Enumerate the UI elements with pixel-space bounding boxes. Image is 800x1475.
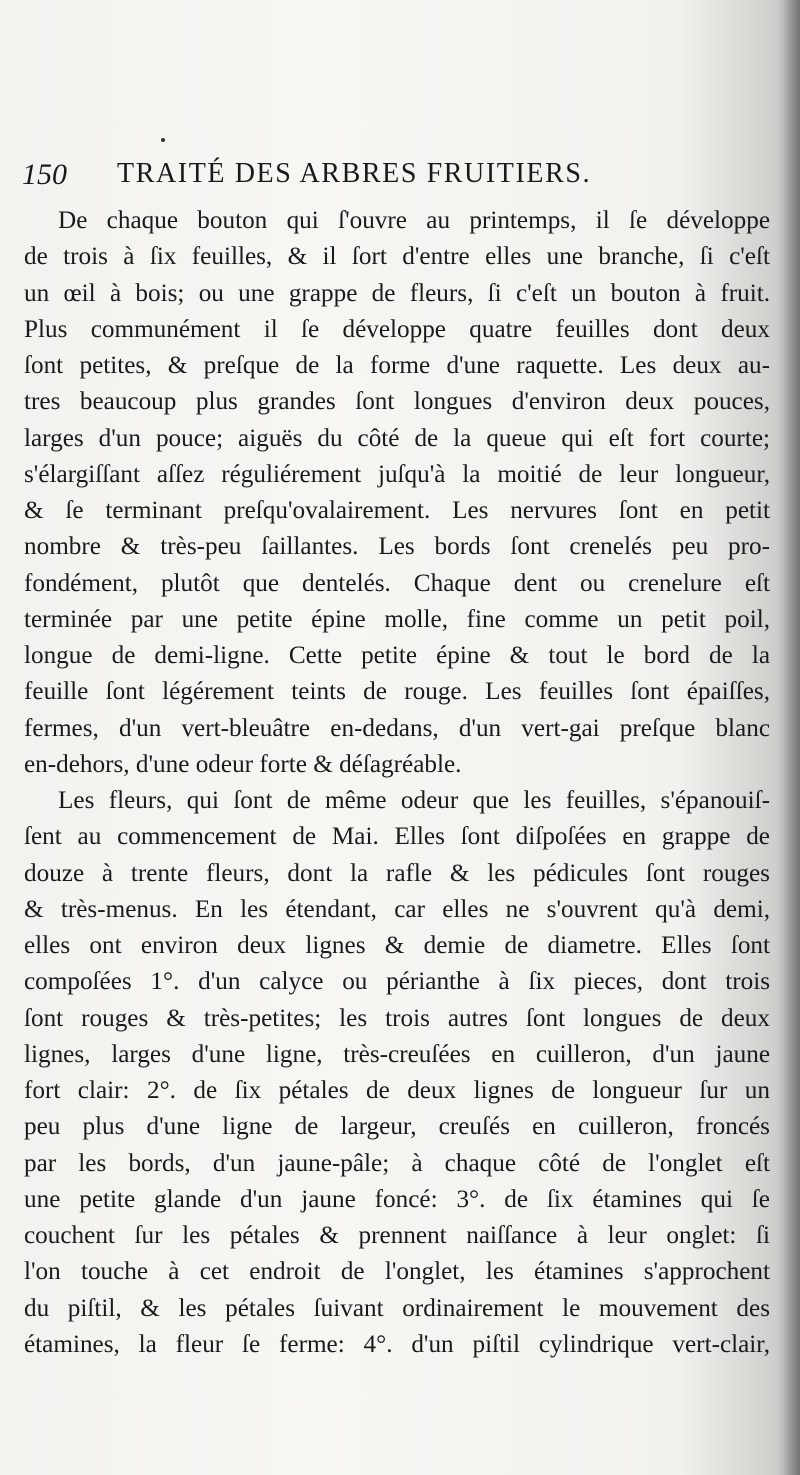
text-line: ſont rouges & très-petites; les trois autres ſont longues de deux [24,1004,770,1032]
text-line: fermes, d'un vert-bleuâtre en-dedans, d'un vert-gai preſque blanc [24,714,770,742]
text-line: tres beaucoup plus grandes ſont longues d'environ deux pouces, [24,388,770,416]
page-edge-shadow [782,0,800,1475]
running-title: TRAITÉ DES ARBRES FRUITIERS. [117,158,592,189]
text-line: de trois à ſix feuilles, & il ſort d'entre elles une branche, ſi c'eſt [24,243,770,271]
text-line: en-dehors, d'une odeur forte & déſagréable. [24,750,462,778]
text-line: ſont petites, & preſque de la forme d'une raquette. Les deux au- [24,352,770,379]
text-line: s'élargiſſant aſſez réguliérement juſqu'à la moitié de leur longueur, [24,460,770,488]
text-line: couchent ſur les pétales & prennent naiſſance à leur onglet: ſi [24,1222,770,1249]
text-line: un œil à bois; ou une grappe de fleurs, ſi c'eſt un bouton à fruit. [24,279,770,307]
page-number: 150 [22,158,67,191]
text-line: par les bords, d'un jaune-pâle; à chaque côté de l'onglet eſt [24,1149,770,1177]
ink-speck [161,138,165,142]
text-line: lignes, larges d'une ligne, très-creuſées en cuilleron, d'un jaune [24,1040,770,1068]
running-header [22,158,782,192]
text-line: peu plus d'une ligne de largeur, creuſés en cuilleron, froncés [24,1113,770,1141]
text-line: Les fleurs, qui ſont de même odeur que les feuilles, s'épanouiſ- [58,787,770,814]
body-text [24,203,770,1363]
text-line: une petite glande d'un jaune foncé: 3°. de ſix étamines qui ſe [24,1185,770,1213]
text-line: longue de demi-ligne. Cette petite épine & tout le bord de la [24,642,770,669]
text-line: Plus communément il ſe développe quatre feuilles dont deux [24,315,770,343]
text-line: & très-menus. En les étendant, car elles ne s'ouvrent qu'à demi, [24,895,770,923]
text-line: elles ont environ deux lignes & demie de diametre. Elles ſont [24,932,770,959]
text-line: terminée par une petite épine molle, fine comme un petit poil, [24,605,770,633]
text-line: douze à trente fleurs, dont la rafle & les pédicules ſont rouges [24,859,770,887]
text-line: larges d'un pouce; aiguës du côté de la queue qui eſt fort courte; [24,424,770,452]
text-line: l'on touche à cet endroit de l'onglet, les étamines s'approchent [24,1258,770,1286]
text-line: fort clair: 2°. de ſix pétales de deux lignes de longueur ſur un [24,1077,770,1104]
text-line: fondément, plutôt que dentelés. Chaque dent ou crenelure eſt [24,569,770,597]
text-line: nombre & très-peu ſaillantes. Les bords ſont crenelés peu pro- [24,533,770,561]
text-line: ſent au commencement de Mai. Elles ſont diſpoſées en grappe de [24,823,770,851]
text-line: du piſtil, & les pétales ſuivant ordinairement le mouvement des [24,1294,770,1322]
text-line: compoſées 1°. d'un calyce ou périanthe à ſix pieces, dont trois [24,968,770,996]
text-line: De chaque bouton qui ſ'ouvre au printemps, il ſe développe [58,207,770,234]
text-line: étamines, la fleur ſe ferme: 4°. d'un piſtil cylindrique vert-clair, [24,1330,770,1358]
text-line: feuille ſont légérement teints de rouge. Les feuilles ſont épaiſſes, [24,678,770,706]
text-line: & ſe terminant preſqu'ovalairement. Les nervures ſont en petit [24,497,770,524]
